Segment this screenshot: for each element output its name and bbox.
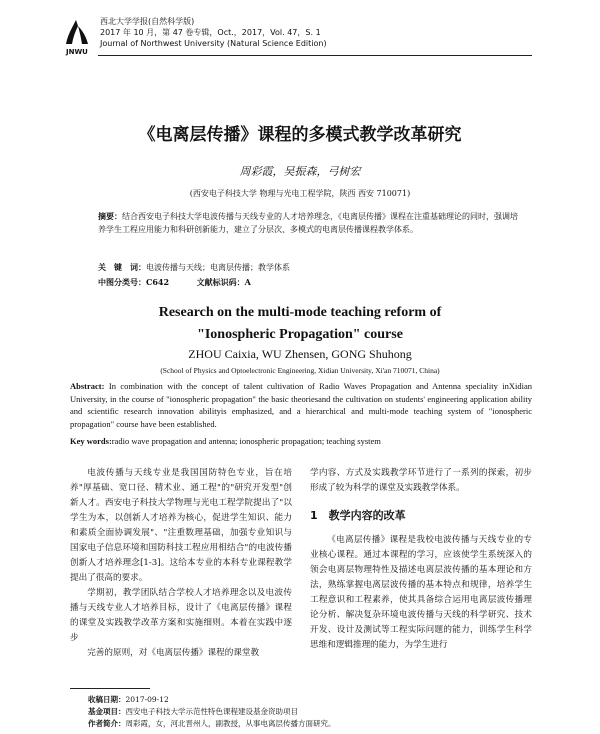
issue-line: 2017 年 10 月，第 47 卷专辑，Oct.，2017，Vol. 47，S. 1 <box>100 28 321 37</box>
body-paragraph: 学内容、方式及实践教学环节进行了一系列的探索，初步形成了较为科学的课堂及实践教学体系。 <box>310 468 532 493</box>
footnote-rule <box>70 688 150 689</box>
journal-logo-icon <box>62 18 92 48</box>
authors-en: ZHOU Caixia, WU Zhensen, GONG Shuhong <box>188 347 412 361</box>
footnote-received: 收稿日期：2017-09-12 <box>88 695 169 704</box>
title-cn: 《电离层传播》课程的多模式教学改革研究 <box>138 125 462 145</box>
journal-abbreviation: JNWU <box>66 48 88 56</box>
abstract-cn <box>98 210 518 236</box>
doc-code-label: 文献标识码： <box>196 277 245 287</box>
clc-label: 中图分类号： <box>98 277 146 287</box>
abstract-en-text: In combination with the concept of talent cultivation of Radio Waves Propagation and Antenna speciality inXidian University, in the course of "ionospheric propagation" the basic theoriesand the cultivation on students' engineering application ability and scientific research innovation abilityis emphasized, and a hierarchical and multi-mode teaching system of "ionospheric propagation" course have been established. <box>70 381 533 429</box>
authors-cn: 周彩霞，吴振森，弓树宏 <box>239 165 361 178</box>
abstract-en <box>70 380 532 430</box>
body-left-column <box>70 466 292 661</box>
keywords-en-text: radio wave propagation and antenna; ionospheric propagation; teaching system <box>111 436 381 446</box>
journal-name-en: Journal of Northwest University (Natural Science Edition) <box>100 39 327 48</box>
body-right-column <box>310 466 532 653</box>
section-heading: 1 教学内容的改革 <box>310 509 406 522</box>
footnotes <box>88 694 528 730</box>
keywords-en <box>70 436 532 446</box>
abstract-cn-text: 结合西安电子科技大学电波传播与天线专业的人才培养理念，《电离层传播》课程在注重基础理论的同时，强调培养学生工程应用能力和科研创新能力，建立了分层次、多模式的电离层传播课程教学体系。 <box>98 212 518 234</box>
keywords-cn <box>98 262 518 273</box>
keywords-cn-label: 关 键 词： <box>98 262 146 272</box>
title-en <box>0 302 600 346</box>
keywords-en-label: Key words: <box>70 436 112 446</box>
body-paragraph: 《电离层传播》课程是我校电波传播与天线专业的专业核心课程。通过本课程的学习，应该使学生系统深入的领会电离层物理特性及描述电离层波传播的基本理论和方法，熟练掌握电离层波传播的基本特点和规律，培养学生工程意识和工程素养，使其具备综合运用电离层波传播理论分析、解决复杂环境电波传播与天线的科学研究、技术开发、设计及测试等工程实际问题的能力，训练学生科学思维和逻辑推理的能力，为学生进行 <box>310 535 532 650</box>
keywords-cn-text: 电波传播与天线；电离层传播；教学体系 <box>146 263 290 272</box>
doc-code: A <box>244 277 251 287</box>
body-paragraph: 电波传播与天线专业是我国国防特色专业，旨在培养"厚基础、宽口径、精术业、通工程"的"研究开发型"创新人才。西安电子科技大学物理与光电工程学院提出了"以学生为本，以创新人才培养为核心，促进学生知识、能力和素质全面协调发展"、"注重数理基础，加强专业知识与国家电子信息环境和国防科技工程应用相结合"的电波传播创新人才培养理念[1-3]。这给本专业的本科专业课程教学提出了很高的要求。 <box>70 468 292 583</box>
body-paragraph: 学期初，教学团队结合学校人才培养理念以及电波传播与天线专业人才培养目标，设计了《电离层传播》课程的课堂及实践教学改革方案和实施细则。本着在实践中逐步 <box>70 588 292 643</box>
title-en-line-2: "Ionospheric Propagation" course <box>197 327 403 342</box>
classification <box>98 277 518 288</box>
clc-number: C642 <box>146 277 170 287</box>
journal-name-cn: 西北大学学报(自然科学版) <box>100 17 195 26</box>
body-paragraph: 完善的原则，对《电离层传播》课程的课堂教 <box>87 648 260 658</box>
footnote-author: 作者简介：周彩霞，女，河北晋州人，副教授，从事电离层传播方面研究。 <box>88 719 336 728</box>
journal-header <box>100 16 327 49</box>
affiliation-en: (School of Physics and Optoelectronic Engineering, Xidian University, Xi'an 710071, China) <box>160 366 440 375</box>
header-rule <box>98 55 532 56</box>
journal-logo <box>62 18 92 48</box>
affiliation-cn: (西安电子科技大学 物理与光电工程学院，陕西 西安 710071) <box>189 189 411 198</box>
title-en-line-1: Research on the multi-mode teaching reform of <box>158 305 442 320</box>
abstract-en-label: Abstract: <box>70 381 105 391</box>
footnote-fund: 基金项目：西安电子科技大学示范性特色课程建设基金资助项目 <box>88 707 298 716</box>
abstract-cn-label: 摘要： <box>98 211 122 221</box>
